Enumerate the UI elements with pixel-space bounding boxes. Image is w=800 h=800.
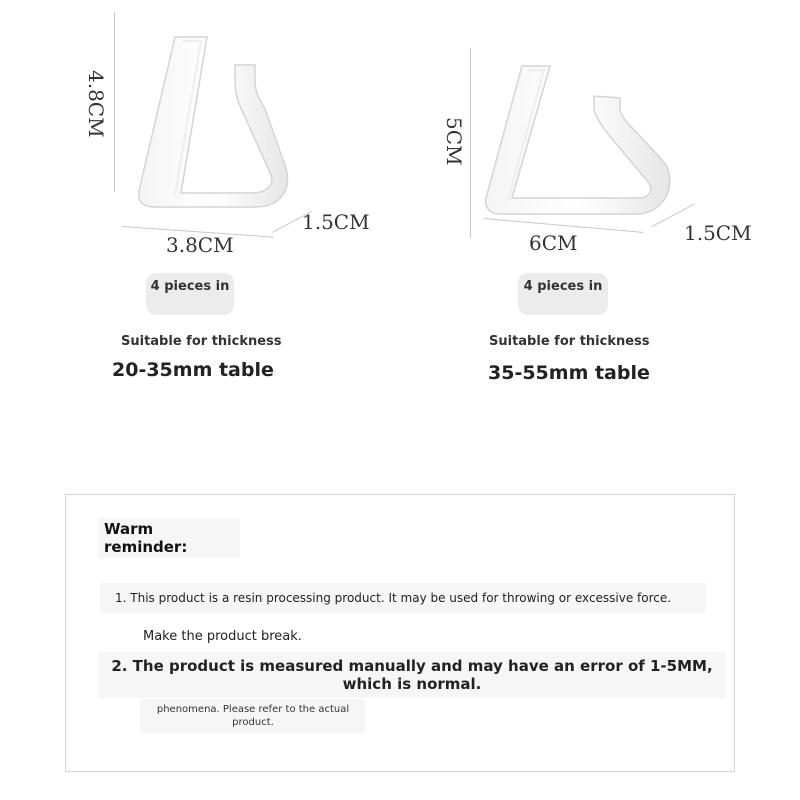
- height-dimension-line: [114, 12, 115, 192]
- table-clip-small-image: [125, 25, 295, 225]
- width-label: 3.8CM: [166, 233, 234, 257]
- height-dimension-line: [470, 48, 471, 238]
- reminder-line-3: 2. The product is measured manually and may have an error of 1-5MM, which is normal.: [111, 657, 713, 693]
- reminder-line-1: 1. This product is a resin processing product. It may be used for throwing or excessive force.: [115, 591, 672, 605]
- width-label: 6CM: [529, 231, 578, 255]
- thickness-label: 35-55mm table: [488, 362, 650, 384]
- pieces-badge: [146, 273, 234, 315]
- reminder-line-2: Make the product break.: [143, 629, 302, 644]
- reminder-title: Warm reminder:: [104, 520, 188, 556]
- height-label: 5CM: [442, 117, 466, 166]
- height-label: 4.8CM: [84, 70, 108, 138]
- suitable-label: Suitable for thickness: [489, 334, 650, 349]
- depth-label: 1.5CM: [684, 221, 752, 245]
- pieces-label: 4 pieces in: [150, 279, 230, 294]
- suitable-label: Suitable for thickness: [121, 334, 282, 349]
- pieces-label: 4 pieces in: [523, 279, 603, 294]
- table-clip-large-image: [478, 58, 678, 228]
- depth-label: 1.5CM: [302, 210, 370, 234]
- pieces-badge: [518, 273, 608, 315]
- reminder-line-4: phenomena. Please refer to the actual product.: [156, 704, 350, 728]
- thickness-label: 20-35mm table: [112, 359, 274, 381]
